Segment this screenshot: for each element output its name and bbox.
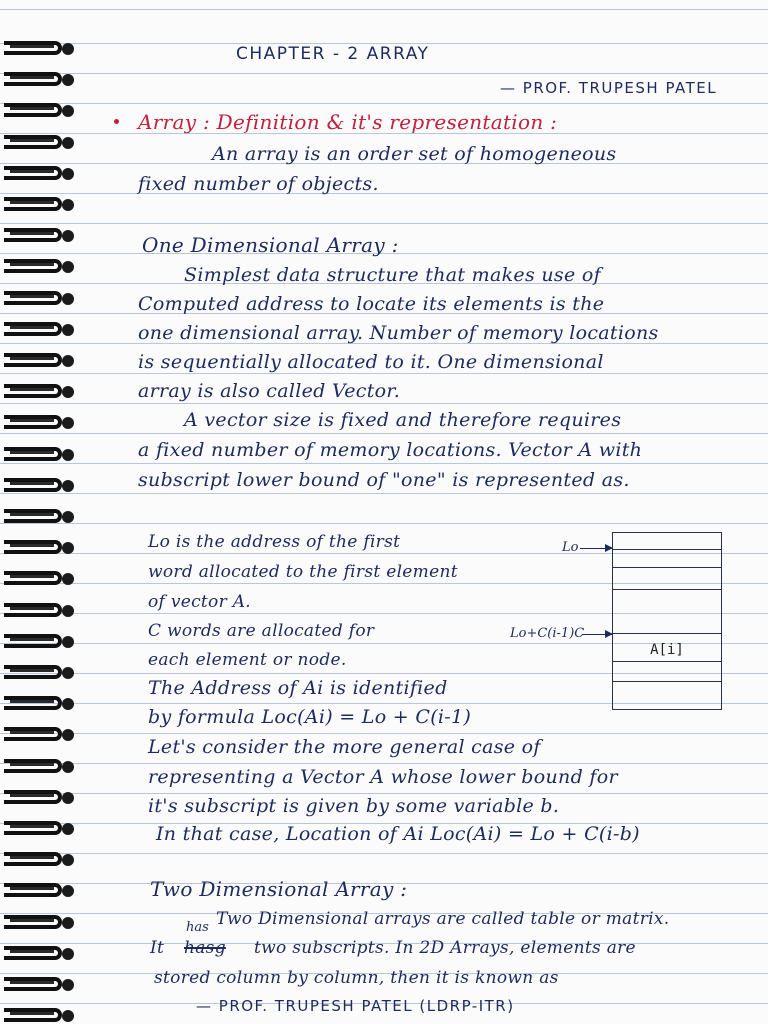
- spiral-ring-icon: [0, 319, 78, 341]
- spiral-wire-inner: [10, 731, 54, 739]
- punch-hole-icon: [62, 199, 74, 211]
- spiral-ring-icon: [0, 974, 78, 996]
- lo-label: Lo: [562, 540, 579, 555]
- punch-hole-icon: [62, 605, 74, 617]
- one-dim-line-2: Computed address to locate its elements is the: [138, 293, 605, 315]
- punch-hole-icon: [62, 667, 74, 679]
- memory-cell-divider: [613, 549, 721, 550]
- one-dim-line-5: array is also called Vector.: [138, 380, 401, 402]
- punch-hole-icon: [62, 573, 74, 585]
- spiral-wire-inner: [10, 794, 54, 802]
- spiral-wire-inner: [10, 607, 54, 615]
- spiral-wire-inner: [10, 451, 54, 459]
- memory-cell-label: A[i]: [650, 642, 684, 658]
- spiral-wire-inner: [10, 544, 54, 552]
- spiral-ring-icon: [0, 288, 78, 310]
- address-line-8: Let's consider the more general case of: [148, 736, 541, 758]
- address-general-formula-line: In that case, Location of Ai Loc(Ai) = Lo + C(i-b): [156, 823, 640, 845]
- spiral-wire-inner: [10, 919, 54, 927]
- one-dim-line-6: A vector size is fixed and therefore requires: [184, 409, 622, 431]
- spiral-wire-inner: [10, 513, 54, 521]
- spiral-wire-inner: [10, 388, 54, 396]
- punch-hole-icon: [62, 542, 74, 554]
- lo-arrow-icon: [580, 548, 612, 549]
- punch-hole-icon: [62, 823, 74, 835]
- punch-hole-icon: [62, 324, 74, 336]
- spiral-ring-icon: [0, 818, 78, 840]
- address-line-6: The Address of Ai is identified: [148, 677, 448, 699]
- one-dim-line-4: is sequentially allocated to it. One dimensional: [138, 351, 604, 373]
- spiral-wire-inner: [10, 295, 54, 303]
- punch-hole-icon: [62, 386, 74, 398]
- memory-diagram: [612, 532, 722, 710]
- punch-hole-icon: [62, 636, 74, 648]
- spiral-ring-icon: [0, 163, 78, 185]
- spiral-wire-inner: [10, 638, 54, 646]
- spiral-ring-icon: [0, 537, 78, 559]
- spiral-ring-icon: [0, 600, 78, 622]
- punch-hole-icon: [62, 917, 74, 929]
- spiral-wire-inner: [10, 357, 54, 365]
- punch-hole-icon: [62, 979, 74, 991]
- one-dim-line-3: one dimensional array. Number of memory locations: [138, 322, 659, 344]
- punch-hole-icon: [62, 355, 74, 367]
- address-line-4: C words are allocated for: [148, 621, 375, 641]
- loc-arrow-icon: [582, 634, 612, 635]
- punch-hole-icon: [62, 43, 74, 55]
- punch-hole-icon: [62, 293, 74, 305]
- two-dim-line-2: two subscripts. In 2D Arrays, elements are: [254, 938, 636, 958]
- spiral-wire-inner: [10, 575, 54, 583]
- spiral-ring-icon: [0, 756, 78, 778]
- punch-hole-icon: [62, 168, 74, 180]
- spiral-wire-inner: [10, 170, 54, 178]
- spiral-wire-inner: [10, 763, 54, 771]
- punch-hole-icon: [62, 729, 74, 741]
- spiral-ring-icon: [0, 506, 78, 528]
- spiral-wire-inner: [10, 263, 54, 271]
- spiral-wire-inner: [10, 669, 54, 677]
- punch-hole-icon: [62, 74, 74, 86]
- spiral-ring-icon: [0, 38, 78, 60]
- spiral-wire-inner: [10, 139, 54, 147]
- punch-hole-icon: [62, 449, 74, 461]
- spiral-wire-inner: [10, 201, 54, 209]
- punch-hole-icon: [62, 698, 74, 710]
- struck-word: hasg: [184, 938, 226, 958]
- spiral-wire-inner: [10, 825, 54, 833]
- spiral-wire-inner: [10, 107, 54, 115]
- spiral-ring-icon: [0, 849, 78, 871]
- address-line-9: representing a Vector A whose lower bound for: [148, 766, 618, 788]
- punch-hole-icon: [62, 261, 74, 273]
- punch-hole-icon: [62, 761, 74, 773]
- address-line-10: it's subscript is given by some variable b.: [148, 795, 560, 817]
- author-top: — PROF. TRUPESH PATEL: [500, 79, 718, 97]
- two-dim-line-1: Two Dimensional arrays are called table or matrix.: [216, 909, 670, 929]
- spiral-wire-inner: [10, 45, 54, 53]
- array-definition-heading: Array : Definition & it's representation :: [138, 110, 558, 134]
- array-definition-line-1: An array is an order set of homogeneous: [212, 143, 617, 165]
- two-dim-line-2-start: It: [150, 938, 165, 958]
- spiral-ring-icon: [0, 943, 78, 965]
- address-line-1: Lo is the address of the first: [148, 532, 401, 552]
- spiral-wire-inner: [10, 232, 54, 240]
- spiral-ring-icon: [0, 912, 78, 934]
- punch-hole-icon: [62, 230, 74, 242]
- spiral-ring-icon: [0, 444, 78, 466]
- spiral-ring-icon: [0, 225, 78, 247]
- spiral-wire-inner: [10, 700, 54, 708]
- spiral-ring-icon: [0, 1005, 78, 1024]
- spiral-ring-icon: [0, 100, 78, 122]
- punch-hole-icon: [62, 480, 74, 492]
- spiral-ring-icon: [0, 350, 78, 372]
- spiral-ring-icon: [0, 256, 78, 278]
- punch-hole-icon: [62, 792, 74, 804]
- memory-cell-divider: [613, 681, 721, 682]
- loc-label: Lo+C(i-1)C: [510, 626, 585, 641]
- spiral-ring-icon: [0, 475, 78, 497]
- spiral-ring-icon: [0, 662, 78, 684]
- punch-hole-icon: [62, 948, 74, 960]
- spiral-ring-icon: [0, 631, 78, 653]
- spiral-binding: [0, 0, 90, 1024]
- spiral-wire-inner: [10, 887, 54, 895]
- spiral-ring-icon: [0, 880, 78, 902]
- spiral-ring-icon: [0, 787, 78, 809]
- address-formula-line: by formula Loc(Ai) = Lo + C(i-1): [148, 706, 472, 728]
- spiral-wire-inner: [10, 950, 54, 958]
- spiral-ring-icon: [0, 724, 78, 746]
- one-dim-line-8: subscript lower bound of "one" is represented as.: [138, 469, 630, 491]
- spiral-ring-icon: [0, 132, 78, 154]
- footer-author: — PROF. TRUPESH PATEL (LDRP-ITR): [196, 997, 515, 1015]
- spiral-ring-icon: [0, 568, 78, 590]
- spiral-wire-inner: [10, 981, 54, 989]
- spiral-wire-inner: [10, 419, 54, 427]
- punch-hole-icon: [62, 854, 74, 866]
- address-line-3: of vector A.: [148, 592, 251, 612]
- punch-hole-icon: [62, 511, 74, 523]
- punch-hole-icon: [62, 137, 74, 149]
- spiral-ring-icon: [0, 412, 78, 434]
- one-dim-line-7: a fixed number of memory locations. Vector A with: [138, 439, 643, 461]
- punch-hole-icon: [62, 417, 74, 429]
- spiral-wire-inner: [10, 856, 54, 864]
- address-line-2: word allocated to the first element: [148, 562, 458, 582]
- memory-cell-divider: [613, 567, 721, 568]
- one-dimensional-heading: One Dimensional Array :: [142, 233, 399, 257]
- memory-cell-divider: [613, 661, 721, 662]
- bullet-icon: [114, 119, 119, 124]
- memory-cell-divider: [613, 589, 721, 590]
- spiral-ring-icon: [0, 381, 78, 403]
- address-line-5: each element or node.: [148, 650, 347, 670]
- punch-hole-icon: [62, 105, 74, 117]
- memory-cell-divider: [613, 633, 721, 634]
- array-definition-line-2: fixed number of objects.: [138, 173, 379, 195]
- spiral-wire-inner: [10, 482, 54, 490]
- spiral-ring-icon: [0, 194, 78, 216]
- spiral-ring-icon: [0, 693, 78, 715]
- two-dimensional-heading: Two Dimensional Array :: [150, 877, 408, 901]
- spiral-wire-inner: [10, 326, 54, 334]
- punch-hole-icon: [62, 885, 74, 897]
- spiral-wire-inner: [10, 1012, 54, 1020]
- spiral-ring-icon: [0, 69, 78, 91]
- punch-hole-icon: [62, 1010, 74, 1022]
- one-dim-line-1: Simplest data structure that makes use of: [184, 264, 601, 286]
- two-dim-line-3: stored column by column, then it is known as: [154, 968, 559, 988]
- insert-word: has: [186, 920, 209, 935]
- spiral-wire-inner: [10, 76, 54, 84]
- chapter-title: CHAPTER - 2 ARRAY: [236, 44, 430, 64]
